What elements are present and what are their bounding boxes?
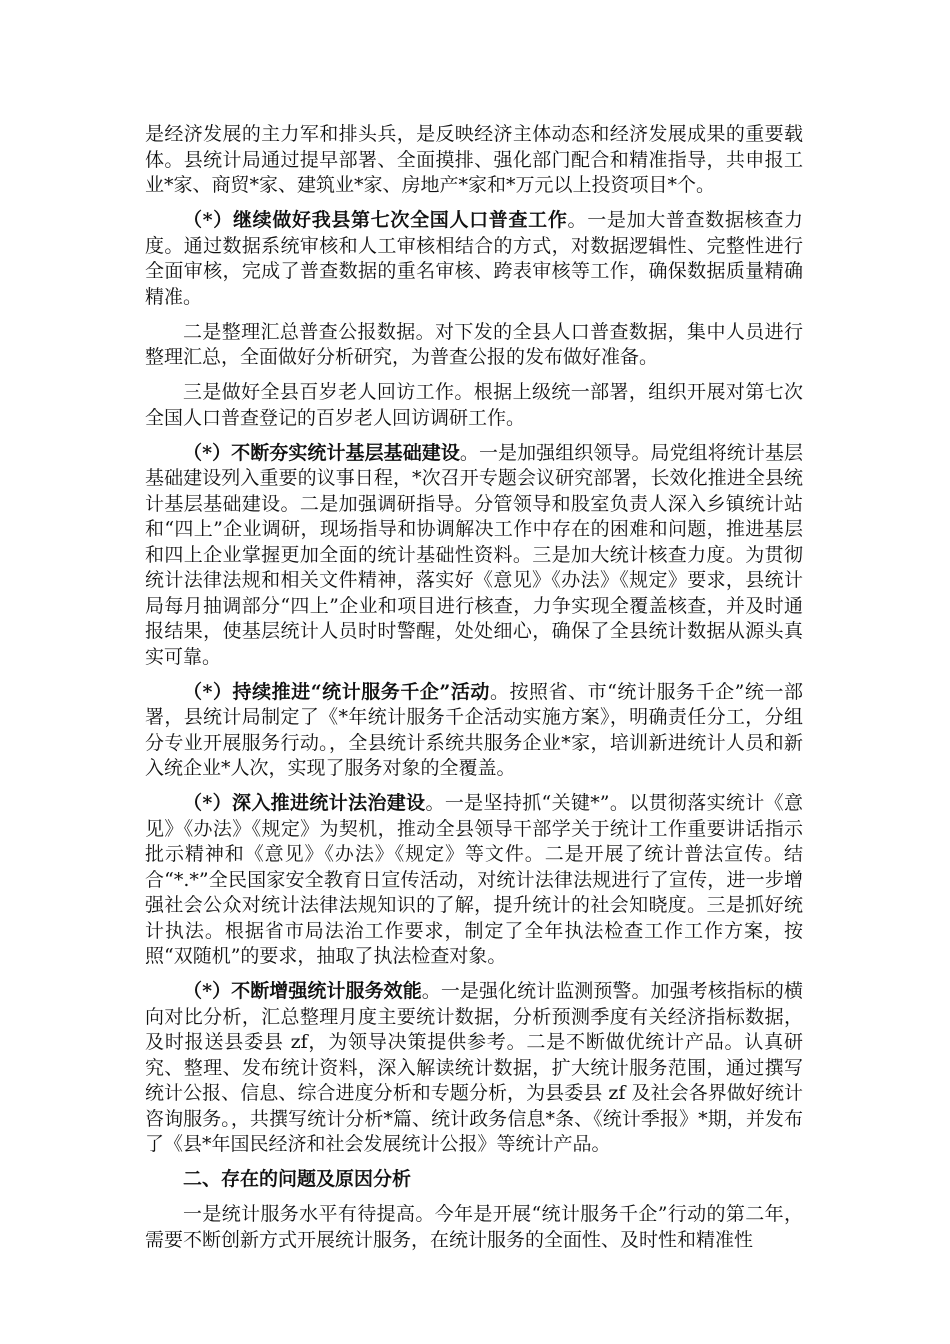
paragraph-text: 二是整理汇总普查公报数据。对下发的全县人口普查数据，集中人员进行整理汇总，全面做好分析研究，为普查公报的发布做好准备。 <box>145 320 803 368</box>
paragraph-text: 。一是加强组织领导。局党组将统计基层基础建设列入重要的议事日程，*次召开专题会议研究部署，长效化推进全县统计基层基础建设。二是加强调研指导。分管领导和股室负责人深入乡镇统计站和“四上”企业调研，现场指导和协调解决工作中存在的困难和问题，推进基层和四上企业掌握更加全面的统计基础性资料。三是加大统计核查力度。为贯彻统计法律法规和相关文件精神，落实好《意见》《办法》《规定》要求，县统计局每月抽调部分“四上”企业和项目进行核查，力争实现全覆盖核查，并及时通报结果，使基层统计人员时时警醒，处处细心，确保了全县统计数据从源头真实可靠。 <box>145 441 803 668</box>
paragraph-service-enterprises <box>145 680 803 782</box>
paragraph-text: 。一是加大普查数据核查力度。通过数据系统审核和人工审核相结合的方式，对数据逻辑性、完整性进行全面审核，完成了普查数据的重名审核、跨表审核等工作，确保数据质量精确精准。 <box>145 209 804 308</box>
paragraph-text: 三是做好全县百岁老人回访工作。根据上级统一部署，组织开展对第七次全国人口普查登记的百岁老人回访调研工作。 <box>145 381 803 429</box>
paragraph-text: 。按照省、市“统计服务千企”统一部署，县统计局制定了《*年统计服务千企活动实施方案》，明确责任分工，分组分专业开展服务行动。，全县统计系统共服务企业*家，培训新进统计人员和新入统企业*人次，实现了服务对象的全覆盖。 <box>145 680 803 779</box>
paragraph-lead: （*）继续做好我县第七次全国人口普查工作 <box>183 209 568 231</box>
paragraph-text: 。一是坚持抓“关键*”。以贯彻落实统计《意见》《办法》《规定》为契机，推动全县领导干部学关于统计工作重要讲话指示批示精神和《意见》《办法》《规定》等文件。二是开展了统计普法宣传。结合“*.*”全民国家安全教育日宣传活动，对统计法律法规进行了宣传，进一步增强社会公众对统计法律法规知识的了解，提升统计的社会知晓度。三是抓好统计执法。根据省市局法治工作要求，制定了全年执法检查工作工作方案，按照“双随机”的要求，抽取了执法检查对象。 <box>145 792 804 967</box>
paragraph-rule-of-law <box>145 791 803 970</box>
paragraph-text: 。一是强化统计监测预警。加强考核指标的横向对比分析，汇总整理月度主要统计数据，分析预测季度有关经济指标数据，及时报送县委县 zf，为领导决策提供参考。二是不断做优统计产品。认真研究、整理、发布统计资料，深入解读统计数据，扩大统计服务范围，通过撰写统计公报、信息、综合进度分析和专题分析，为县委县 zf 及社会各界做好统计咨询服务。，共撰写统计分析*篇、统计政务信息*条、《统计季报》*期，并发布了《县*年国民经济和社会发展统计公报》等统计产品。 <box>145 980 803 1155</box>
paragraph-centenarian-visit <box>145 380 803 431</box>
paragraph-lead: （*）持续推进“统计服务千企”活动 <box>183 680 490 703</box>
paragraph-lead: （*）不断增强统计服务效能 <box>183 980 422 1002</box>
paragraph-census <box>145 208 803 310</box>
document-page <box>145 122 803 1253</box>
paragraph-problems <box>145 1202 803 1253</box>
paragraph-lead: （*）深入推进统计法治建设 <box>183 792 426 814</box>
paragraph-census-summary <box>145 320 803 371</box>
section-heading: 二、存在的问题及原因分析 <box>183 1168 412 1190</box>
paragraph-continuation <box>145 122 803 199</box>
paragraph-text: 一是统计服务水平有待提高。今年是开展“统计服务千企”行动的第二年，需要不断创新方式开展统计服务，在统计服务的全面性、及时性和精准性 <box>145 1203 803 1251</box>
paragraph-text: 是经济发展的主力军和排头兵，是反映经济主体动态和经济发展成果的重要载体。县统计局通过提早部署、全面摸排、强化部门配合和精准指导，共申报工业*家、商贸*家、建筑业*家、房地产*家和*万元以上投资项目*个。 <box>145 123 803 196</box>
paragraph-grassroots <box>145 441 803 671</box>
paragraph-lead: （*）不断夯实统计基层基础建设 <box>183 441 460 464</box>
paragraph-service-efficiency <box>145 979 803 1158</box>
